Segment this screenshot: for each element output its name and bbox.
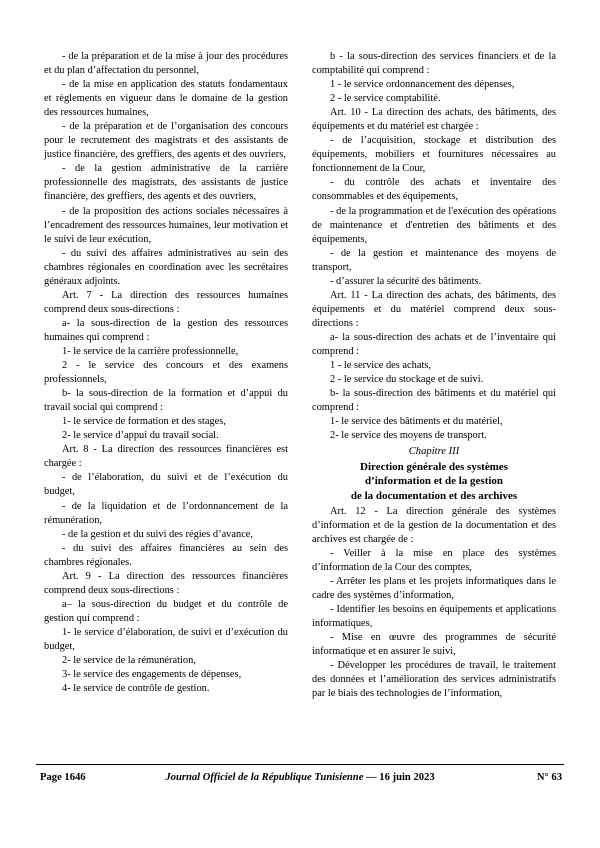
subsection-paragraph: a– la sous-direction du budget et du contrôle de gestion qui comprend :	[44, 598, 288, 624]
chapter-heading-block	[312, 445, 556, 503]
footer-journal-line	[36, 770, 564, 786]
paragraph: - Arrêter les plans et les projets informatiques dans le cadre des systèmes d’information,	[312, 575, 556, 601]
article-paragraph-art-9: Art. 9 - La direction des ressources financières comprend deux sous-directions :	[44, 570, 288, 596]
paragraph: - du contrôle des achats et inventaire des consommables et des équipements,	[312, 177, 556, 203]
list-item: 3- le service des engagements de dépenses,	[62, 669, 242, 681]
list-item: 2 - le service comptabilité.	[330, 93, 441, 105]
article-paragraph-art-7: Art. 7 - La direction des ressources humaines comprend deux sous-directions :	[44, 289, 288, 315]
chapter-title-line-3: de la documentation et des archives	[350, 489, 518, 502]
paragraph: - Développer les procédures de travail, le traitement des données et l’amélioration des services administratifs par le biais des technologies de l’information,	[312, 660, 556, 700]
subsection-paragraph: b - la sous-direction des services financiers et de la comptabilité qui comprend :	[312, 51, 556, 77]
footer-date: 16 juin 2023	[379, 772, 435, 783]
paragraph: - Mise en œuvre des programmes de sécurité informatique et en assurer le suivi,	[312, 631, 556, 657]
footer-separator: —	[363, 772, 380, 783]
subsection-paragraph: b- la sous-direction de la formation et d’appui du travail social qui comprend :	[44, 388, 288, 414]
footer-issue-number: N° 63	[536, 772, 562, 783]
paragraph: - du suivi des affaires administratives au sein des chambres régionales en coordination avec les secrétaires généraux adjoints.	[44, 247, 288, 287]
article-paragraph-art-8: Art. 8 - La direction des ressources financières est chargée :	[44, 444, 288, 470]
footer-row	[36, 770, 564, 786]
chapter-title-line-2: d’information et de la gestion	[364, 475, 504, 488]
footer-page-number: Page 1646	[40, 772, 86, 783]
paragraph: - du suivi des affaires financières au sein des chambres régionales.	[44, 542, 288, 568]
paragraph: - de la préparation et de la mise à jour des procédures et du plan d’affectation du personnel,	[44, 51, 288, 77]
paragraph: - d’assurer la sécurité des bâtiments.	[330, 275, 482, 287]
article-paragraph-art-11: Art. 11 - La direction des achats, des bâtiments, des équipements et du matériel comprend deux sous-directions :	[312, 289, 556, 329]
subsection-paragraph: a- la sous-direction de la gestion des ressources humaines qui comprend :	[44, 317, 288, 343]
list-item: 2- le service de la rémunération,	[62, 655, 196, 667]
paragraph: - de la programmation et de l'exécution des opérations de maintenance et d'entretien des bâtiments et des équipements,	[312, 205, 556, 245]
list-item: 1- le service de la carrière professionnelle,	[62, 345, 239, 357]
article-paragraph-art-10: Art. 10 - La direction des achats, des bâtiments, des équipements et du matériel est chargée :	[312, 107, 556, 133]
page-footer	[36, 764, 564, 786]
paragraph: - de la mise en application des statuts fondamentaux et règlements en vigueur dans le domaine de la gestion des ressources humaines,	[44, 79, 288, 119]
paragraph: - de l’acquisition, stockage et distribution des équipements, mobiliers et fournitures nécessaires au fonctionnement de la Cour,	[312, 135, 556, 175]
paragraph: - de la préparation et de l’organisation des concours pour le recrutement des magistrats et des assistants de justice financière, des greffiers, des agents et des ouvriers,	[44, 121, 288, 161]
subsection-paragraph: b- la sous-direction des bâtiments et du matériel qui comprend :	[312, 388, 556, 414]
two-column-body	[44, 50, 556, 750]
paragraph: - de la proposition des actions sociales nécessaires à l’encadrement des ressources humaines, leur motivation et le suivi de leur exécution,	[44, 205, 288, 245]
list-item: 4- le service de contrôle de gestion.	[62, 683, 210, 695]
paragraph: - de l’élaboration, du suivi et de l’exécution du budget,	[44, 472, 288, 498]
list-item: 1- le service de formation et des stages,	[62, 416, 226, 428]
chapter-kicker: Chapitre III	[408, 446, 460, 458]
chapter-title-line-1: Direction générale des systèmes	[360, 460, 508, 473]
list-item: 2- le service des moyens de transport.	[330, 430, 487, 442]
right-text-column	[312, 50, 556, 701]
paragraph: - Veiller à la mise en place des systèmes d’information de la Cour des comptes,	[312, 547, 556, 573]
paragraph: - de la gestion et du suivi des régies d’avance,	[62, 528, 254, 540]
paragraph: - de la gestion administrative de la carrière professionnelle des magistrats, des assistants de justice financière, des greffiers, des agents et des ouvriers,	[44, 163, 288, 203]
left-text-column	[44, 50, 288, 696]
paragraph: - Identifier les besoins en équipements et applications informatiques,	[312, 603, 556, 629]
list-item: 1- le service d’élaboration, de suivi et d’exécution du budget,	[44, 626, 288, 652]
list-item: 2- le service d’appui du travail social.	[62, 430, 219, 442]
paragraph: - de la liquidation et de l’ordonnancement de la rémunération,	[44, 500, 288, 526]
list-item: 2 - le service du stockage et de suivi.	[330, 374, 484, 386]
article-paragraph-art-12: Art. 12 - La direction générale des systèmes d’information et de la gestion de la documentation et des archives est chargée de :	[312, 505, 556, 545]
list-item: 1 - le service ordonnancement des dépenses,	[330, 79, 515, 91]
paragraph: - de la gestion et maintenance des moyens de transport,	[312, 247, 556, 273]
list-item: 2 - le service des concours et des examens professionnels,	[44, 360, 288, 386]
subsection-paragraph: a- la sous-direction des achats et de l’inventaire qui comprend :	[312, 331, 556, 357]
list-item: 1 - le service des achats,	[330, 360, 431, 372]
list-item: 1- le service des bâtiments et du matériel,	[330, 416, 503, 428]
footer-journal-title: Journal Officiel de la République Tunisienne	[165, 772, 364, 783]
footer-divider	[36, 764, 564, 765]
